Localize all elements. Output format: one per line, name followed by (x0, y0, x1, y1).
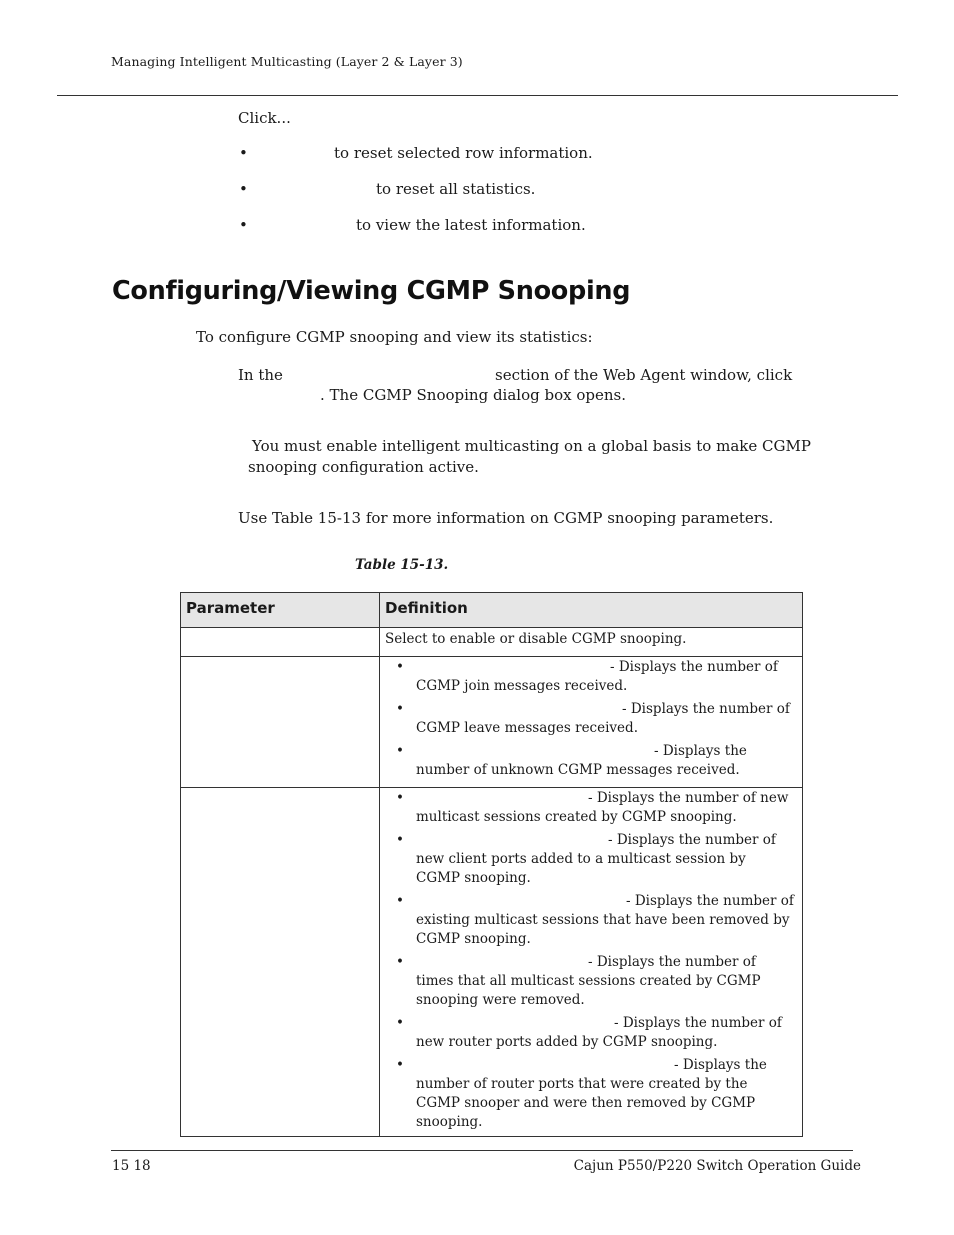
item-rest: new client ports added to a multicast session by CGMP snooping. (416, 851, 746, 886)
enable-definition: Select to enable or disable CGMP snooping. (385, 631, 687, 647)
bullet-1-dot: • (239, 144, 248, 162)
definition-cell (380, 657, 803, 788)
table-row (181, 657, 803, 788)
parameter-table (180, 592, 803, 1137)
bullet-1-text: to reset selected row information. (334, 144, 593, 162)
use-table-text: Use Table 15-13 for more information on CGMP snooping parameters. (238, 509, 774, 527)
footer-rule (111, 1150, 853, 1151)
item-rest: multicast sessions created by CGMP snooping. (416, 809, 737, 825)
section-lead: To configure CGMP snooping and view its statistics: (196, 328, 593, 346)
list-item: • - Displays the number of router ports that were created by the CGMP snooper and were then removed by CGMP snooping. (380, 1056, 802, 1132)
bullet-3-dot: • (239, 216, 248, 234)
click-label: Click... (238, 109, 291, 127)
list-item: • - Displays the number of existing multicast sessions that have been removed by CGMP snooping. (396, 893, 794, 947)
running-head: Managing Intelligent Multicasting (Layer 2 & Layer 3) (111, 54, 463, 69)
bullet-2-text: to reset all statistics. (376, 180, 536, 198)
item-rest: CGMP leave messages received. (416, 720, 638, 736)
item-tail: - Displays the number of (610, 659, 778, 675)
item-tail: - Displays the (654, 743, 747, 759)
table-row (181, 788, 803, 1137)
section-title: Configuring/Viewing CGMP Snooping (112, 276, 631, 306)
item-tail: - Displays the number of (588, 954, 756, 970)
item-tail: - Displays the number of new (588, 790, 789, 806)
bullet-2-dot: • (239, 180, 248, 198)
list-item: • - Displays the number of times that all multicast sessions created by CGMP snooping were removed. (380, 953, 802, 1010)
item-rest: number of unknown CGMP messages received. (416, 762, 740, 778)
header-parameter: Parameter (181, 593, 380, 628)
item-tail: - Displays the number of (622, 701, 790, 717)
list-item: • - Displays the number of unknown CGMP messages received. (380, 742, 802, 780)
step-suffix: section of the Web Agent window, click (495, 366, 793, 384)
guide-title: Cajun P550/P220 Switch Operation Guide (573, 1158, 861, 1174)
item-rest: CGMP join messages received. (416, 678, 628, 694)
page-number: 15 18 (112, 1158, 151, 1174)
definition-cell (380, 788, 803, 1137)
step-prefix: In the (238, 366, 283, 384)
item-tail: - Displays the (674, 1057, 767, 1073)
item-rest: times that all multicast sessions created by CGMP snooping were removed. (416, 973, 761, 1008)
table-caption: Table 15-13. (355, 557, 449, 573)
table-row (181, 628, 803, 657)
note-line2: snooping configuration active. (248, 458, 479, 476)
list-item: • - Displays the number of new client ports added to a multicast session by CGMP snooping. (380, 831, 802, 888)
header-definition: Definition (380, 593, 803, 628)
list-item: • - Displays the number of new multicast sessions created by CGMP snooping. (380, 789, 802, 827)
param-cell (181, 788, 380, 1137)
param-cell (181, 657, 380, 788)
item-tail: - Displays the number of (614, 1015, 782, 1031)
list-item: • - Displays the number of new router ports added by CGMP snooping. (380, 1014, 802, 1052)
list-item: • - Displays the number of CGMP join messages received. (380, 658, 802, 696)
item-rest: existing multicast sessions that have been removed by CGMP snooping. (416, 912, 790, 947)
header-rule (57, 95, 898, 96)
counter-list (380, 657, 802, 780)
item-tail: - Displays the number of (608, 832, 776, 848)
list-item: • - Displays the number of CGMP leave messages received. (380, 700, 802, 738)
definition-cell (380, 628, 803, 657)
item-tail: - Displays the number of (626, 893, 794, 909)
param-cell (181, 628, 380, 657)
item-rest: new router ports added by CGMP snooping. (416, 1034, 718, 1050)
session-list (380, 788, 802, 1132)
item-rest: number of router ports that were created by the CGMP snooper and were then removed by CGMP snooping. (416, 1076, 756, 1130)
step-line2: . The CGMP Snooping dialog box opens. (320, 386, 626, 404)
bullet-3-text: to view the latest information. (356, 216, 586, 234)
note-line1: You must enable intelligent multicasting on a global basis to make CGMP (252, 437, 811, 455)
